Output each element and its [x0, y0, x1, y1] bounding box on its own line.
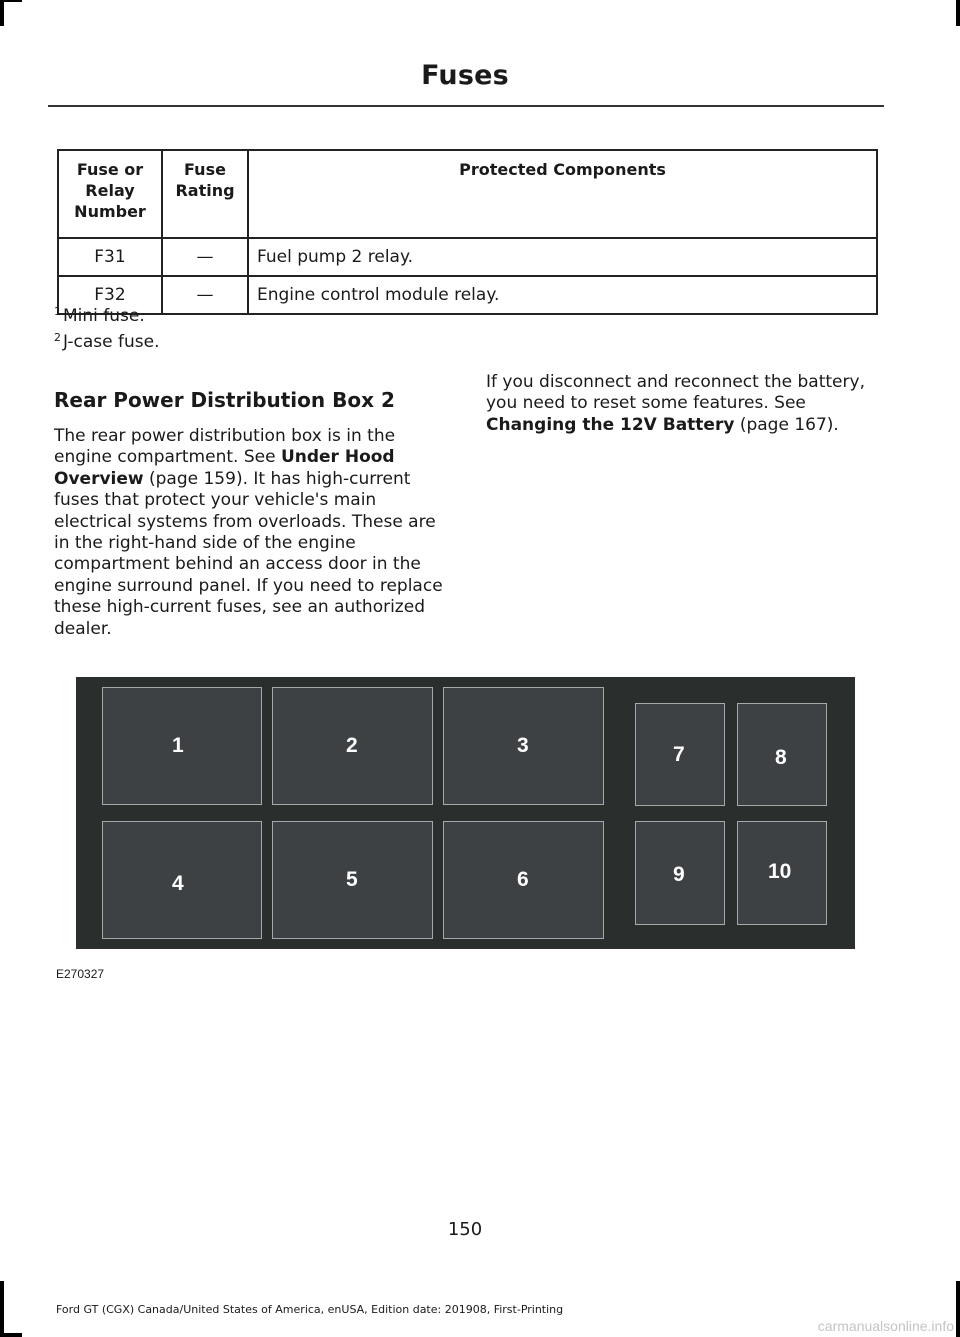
body-paragraph: The rear power distribution box is in the engine compartment. See Under Hood Overview (page 159). It has high-current fuses that protect your vehicle's main electrical systems from overloads. These are in the right-hand side of the engine compartment behind an access door in the engine surround panel. If you need to replace these high-current fuses, see an authorized dealer. [54, 426, 443, 639]
footnote-text: Mini fuse. [63, 306, 145, 326]
fuse-slot-2: 2 [272, 687, 433, 805]
watermark: carmanualsonline.info [817, 1318, 954, 1334]
fuse-slot-6: 6 [443, 821, 604, 939]
crop-mark [0, 0, 22, 2]
crop-mark [956, 0, 960, 26]
fuse-number-cell: F32 [58, 276, 162, 314]
cross-reference-link[interactable]: Changing the 12V Battery [486, 414, 735, 435]
footnote-text: J-case fuse. [63, 332, 160, 352]
fuse-slot-9: 9 [635, 821, 725, 925]
section-heading: Rear Power Distribution Box 2 [54, 388, 395, 412]
table-header-row [58, 150, 877, 238]
fuse-rating-cell: — [162, 276, 248, 314]
fuse-slot-7: 7 [635, 703, 725, 806]
table-row [58, 276, 877, 314]
fuse-slot-1: 1 [102, 687, 262, 805]
fuse-rating-cell: — [162, 238, 248, 276]
table-row [58, 238, 877, 276]
body-paragraph: If you disconnect and reconnect the battery, you need to reset some features. See Changing the 12V Battery (page 167). [486, 372, 865, 435]
fuse-slot-3: 3 [443, 687, 604, 805]
fuse-box-diagram [76, 677, 855, 949]
crop-mark [0, 1333, 22, 1337]
cross-reference-link[interactable]: Under Hood Overview [54, 447, 395, 489]
protected-component-cell: Fuel pump 2 relay. [248, 238, 877, 276]
column-header-protected-components: Protected Components [248, 150, 877, 238]
figure-code: E270327 [56, 967, 105, 981]
crop-mark [0, 0, 4, 26]
header-divider [48, 105, 884, 107]
page-title: Fuses [421, 60, 509, 91]
column-header-fuse-number: Fuse or Relay Number [58, 150, 162, 238]
footnote-number: 2 [54, 331, 61, 344]
fuse-slot-10: 10 [737, 821, 827, 925]
fuse-slot-4: 4 [102, 821, 262, 939]
page-number: 150 [447, 1219, 483, 1240]
crop-mark [0, 1281, 4, 1337]
footnote-number: 1 [54, 305, 61, 318]
crop-mark [956, 1281, 960, 1337]
column-header-fuse-rating: Fuse Rating [162, 150, 248, 238]
footnote [54, 331, 160, 352]
fuse-slot-8: 8 [737, 703, 827, 806]
protected-component-cell: Engine control module relay. [248, 276, 877, 314]
fuse-slot-5: 5 [272, 821, 433, 939]
edition-info: Ford GT (CGX) Canada/United States of America, enUSA, Edition date: 201908, First-Printing [56, 1303, 564, 1316]
footnote [54, 305, 145, 326]
fuse-table [57, 149, 878, 315]
fuse-number-cell: F31 [58, 238, 162, 276]
